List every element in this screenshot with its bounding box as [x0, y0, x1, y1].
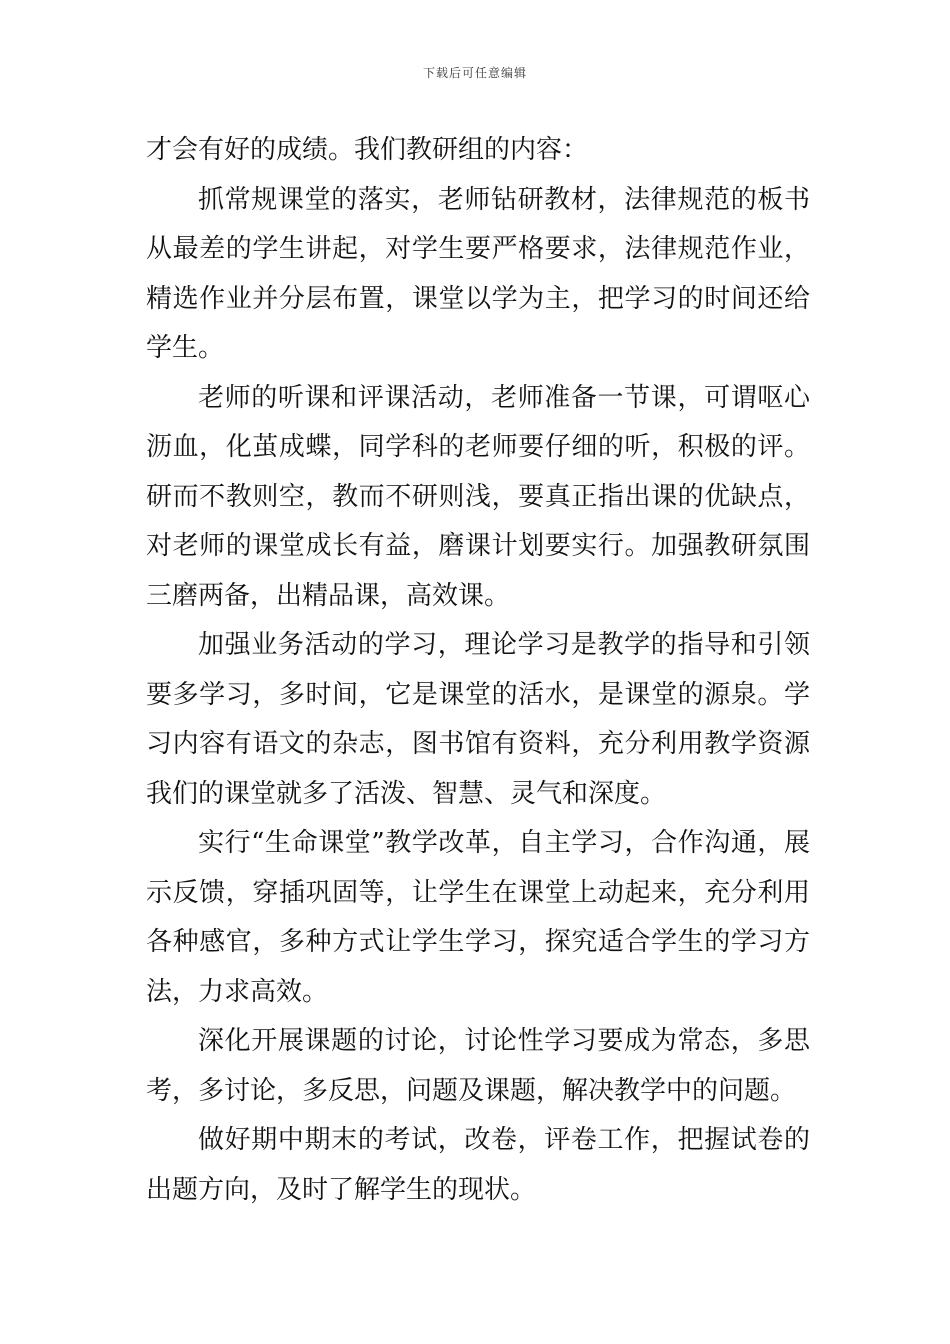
paragraph-exam-work: 做好期中期末的考试，改卷，评卷工作，把握试卷的出题方向，及时了解学生的现状。 — [146, 1125, 810, 1205]
paragraph-life-classroom-reform: 实行“生命课堂”教学改革，自主学习，合作沟通，展示反馈，穿插巩固等，让学生在课堂上动起来，充分利用各种感官，多种方式让学生学习，探究适合学生的学习方法，力求高效。 — [146, 828, 810, 1007]
paragraph-continuation: 才会有好的成绩。我们教研组的内容： — [146, 135, 589, 165]
paragraph-professional-study: 加强业务活动的学习，理论学习是教学的指导和引领要多学习，多时间，它是课堂的活水，是课堂的源泉。学习内容有语文的杂志，图书馆有资料，充分利用教学资源我们的课堂就多了活泼、智慧、灵气和深度。 — [146, 630, 810, 809]
paragraph-topic-discussion: 深化开展课题的讨论，讨论性学习要成为常态，多思考，多讨论，多反思，问题及课题，解决教学中的问题。 — [146, 1026, 810, 1106]
body-text — [146, 126, 810, 1215]
page-header: 下载后可任意编辑 — [422, 66, 527, 80]
paragraph-routine-classroom: 抓常规课堂的落实，老师钻研教材，法律规范的板书从最差的学生讲起，对学生要严格要求，法律规范作业，精选作业并分层布置，课堂以学为主，把学习的时间还给学生。 — [146, 184, 810, 363]
paragraph-lesson-observation: 老师的听课和评课活动，老师准备一节课，可谓呕心沥血，化茧成蝶，同学科的老师要仔细的听，积极的评。研而不教则空，教而不研则浅，要真正指出课的优缺点，对老师的课堂成长有益，磨课计划要实行。加强教研氛围三磨两备，出精品课，高效课。 — [146, 382, 810, 611]
